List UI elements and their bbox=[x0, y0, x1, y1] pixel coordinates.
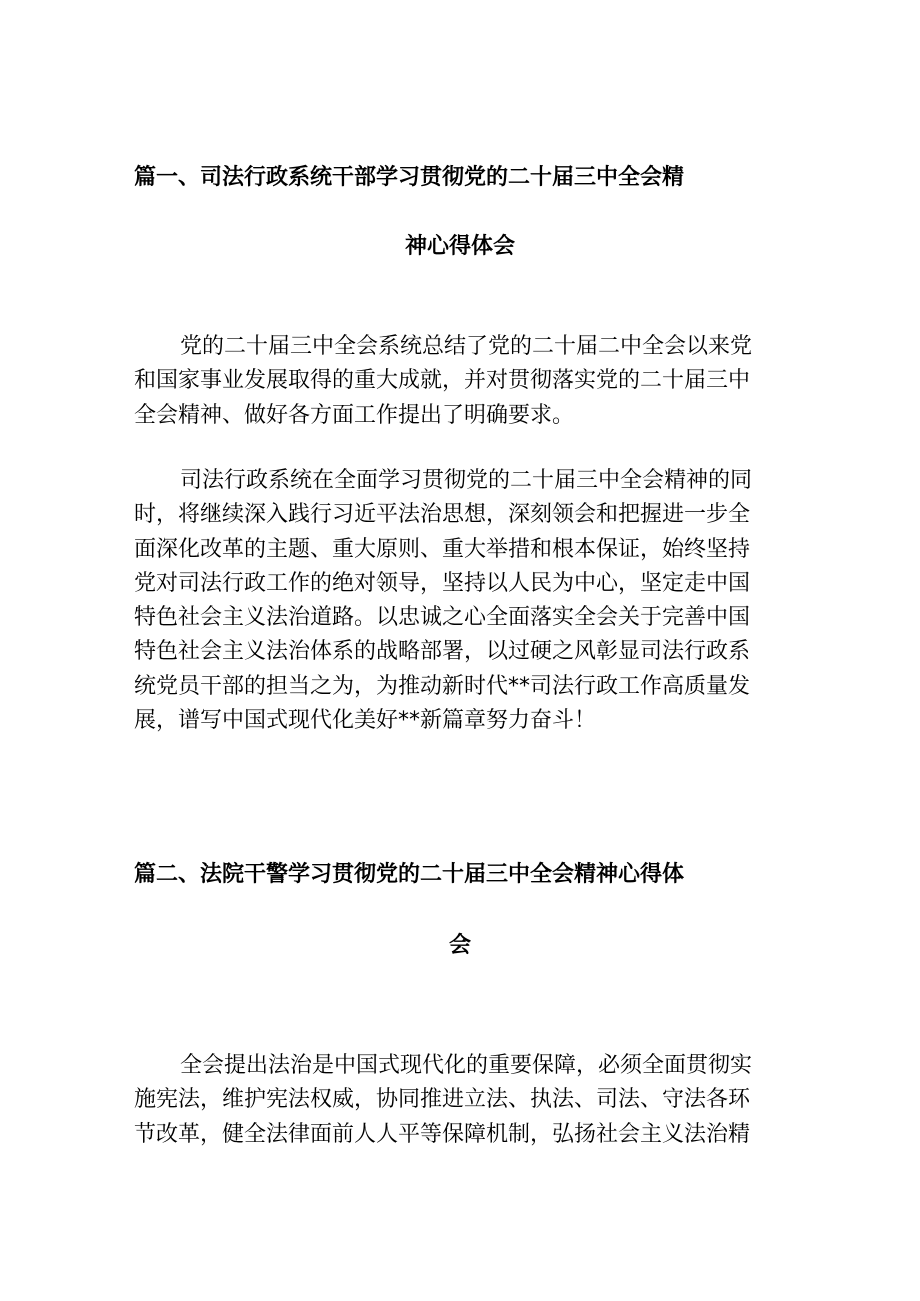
text-line: 展，谱写中国式现代化美好**新篇章努力奋斗！ bbox=[134, 708, 597, 734]
text-line: 特色社会主义法治体系的战略部署，以过硬之风彰显司法行政系 bbox=[134, 639, 751, 665]
text-line: 和国家事业发展取得的重大成就，并对贯彻落实党的二十届三中 bbox=[134, 368, 751, 394]
text-line: 面深化改革的主题、重大原则、重大举措和根本保证，始终坚持 bbox=[134, 536, 751, 562]
text-line: 特色社会主义法治道路。以忠诚之心全面落实全会关于完善中国 bbox=[134, 605, 751, 631]
text-line: 统党员干部的担当之为，为推动新时代**司法行政工作高质量发 bbox=[134, 673, 751, 699]
text-line: 施宪法，维护宪法权威，协同推进立法、执法、司法、守法各环 bbox=[134, 1087, 751, 1113]
text-line: 党的二十届三中全会系统总结了党的二十届二中全会以来党 bbox=[180, 334, 753, 359]
section1-title-line1: 篇一、司法行政系统干部学习贯彻党的二十届三中全会精 bbox=[134, 165, 685, 190]
section1-paragraph-2 bbox=[134, 464, 786, 738]
text-line: 全会精神、做好各方面工作提出了明确要求。 bbox=[134, 402, 575, 428]
text-line: 司法行政系统在全面学习贯彻党的二十届三中全会精神的同 bbox=[180, 468, 753, 493]
text-line: 节改革，健全法律面前人人平等保障机制，弘扬社会主义法治精 bbox=[134, 1121, 751, 1147]
section2-title-line1: 篇二、法院干警学习贯彻党的二十届三中全会精神心得体 bbox=[134, 862, 685, 887]
text-line: 全会提出法治是中国式现代化的重要保障，必须全面贯彻实 bbox=[180, 1053, 753, 1078]
text-line: 党对司法行政工作的绝对领导，坚持以人民为中心，坚定走中国 bbox=[134, 570, 751, 596]
text-line: 时，将继续深入践行习近平法治思想，深刻领会和把握进一步全 bbox=[134, 502, 751, 528]
section1-title-line2: 神心得体会 bbox=[404, 234, 515, 259]
section2-title-line2: 会 bbox=[448, 933, 471, 958]
section2-paragraph-1 bbox=[134, 1049, 786, 1152]
section1-paragraph-1 bbox=[134, 330, 786, 433]
